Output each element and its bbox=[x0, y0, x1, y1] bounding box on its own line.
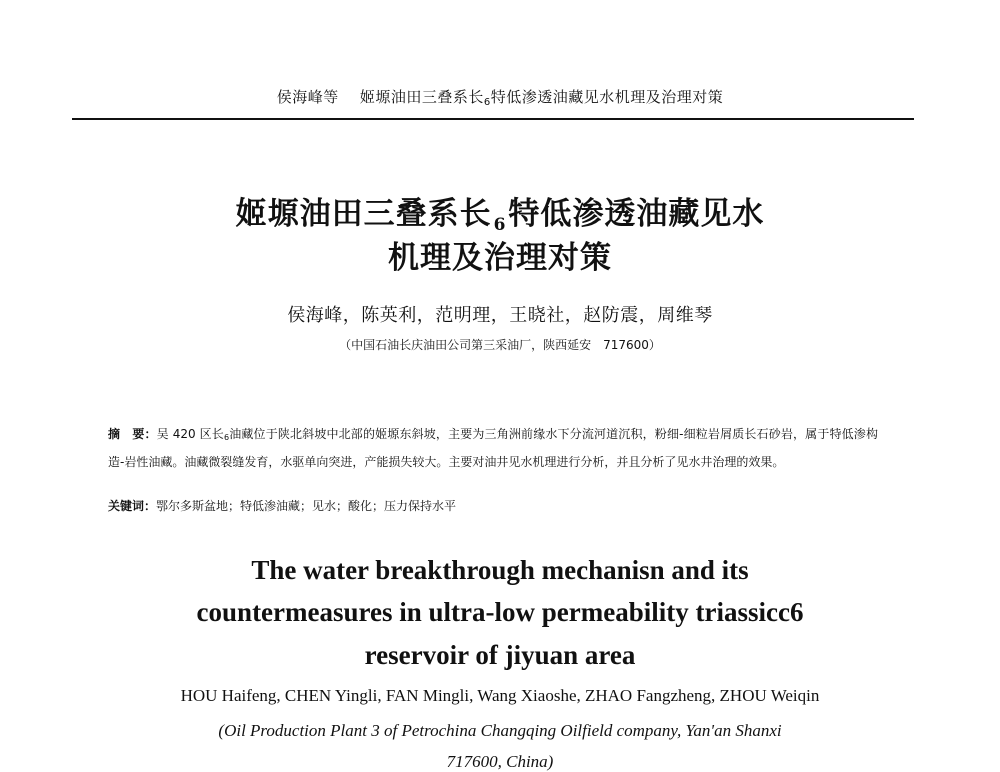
chinese-title-part1: 姬塬油田三叠系长 bbox=[235, 196, 492, 232]
keywords-label: 关键词： bbox=[108, 499, 157, 513]
abstract-text-part1: 吴 420 区长 bbox=[156, 427, 224, 441]
running-head-title-part1: 姬塬油田三叠系长 bbox=[359, 88, 484, 106]
header-rule bbox=[72, 118, 914, 120]
chinese-title-line1 bbox=[0, 188, 1000, 235]
abstract-label: 摘 要： bbox=[108, 427, 157, 441]
abstract-text-part2: 油藏位于陕北斜坡中北部的姬塬东斜坡，主要为三角洲前缘水下分流河道沉积，粉细-细粒岩屑质长石砂岩，属于特低渗构造-岩性油藏。油藏微裂缝发育，水驱单向突进，产能损失较大。主要对油井见水机理进行分析，并且分析了见水井治理的效果。 bbox=[108, 427, 878, 469]
running-head-title-subscript: 6 bbox=[483, 97, 491, 108]
running-head-authors: 侯海峰等 bbox=[276, 88, 339, 106]
chinese-affiliation: （中国石油长庆油田公司第三采油厂，陕西延安 717600） bbox=[339, 338, 661, 352]
abstract-subscript: 6 bbox=[223, 433, 230, 442]
chinese-keywords bbox=[108, 497, 878, 514]
english-authors: HOU Haifeng, CHEN Yingli, FAN Mingli, Wang Xiaoshe, ZHAO Fangzheng, ZHOU Weiqin bbox=[180, 686, 820, 705]
chinese-title-subscript: 6 bbox=[493, 215, 507, 235]
keywords-text: 鄂尔多斯盆地；特低渗油藏；见水；酸化；压力保持水平 bbox=[156, 499, 457, 513]
running-head-title-part2: 特低渗透油藏见水机理及治理对策 bbox=[490, 88, 724, 106]
chinese-title-part2: 特低渗透油藏见水 bbox=[508, 196, 765, 232]
english-title-line3: reservoir of jiyuan area bbox=[364, 640, 636, 670]
english-affiliation-line2: 717600, China) bbox=[446, 752, 554, 771]
running-head-title bbox=[360, 88, 723, 106]
running-head bbox=[0, 86, 1000, 108]
chinese-title-line2: 机理及治理对策 bbox=[388, 240, 612, 276]
english-affiliation-line1: (Oil Production Plant 3 of Petrochina Changqing Oilfield company, Yan'an Shanxi bbox=[218, 721, 782, 740]
chinese-abstract bbox=[108, 422, 878, 474]
chinese-authors: 侯海峰，陈英利，范明理，王晓社，赵防震，周维琴 bbox=[287, 305, 713, 326]
english-title-line1: The water breakthrough mechanisn and its bbox=[251, 555, 749, 585]
english-title-line2: countermeasures in ultra-low permeability triassicc6 bbox=[196, 597, 804, 627]
